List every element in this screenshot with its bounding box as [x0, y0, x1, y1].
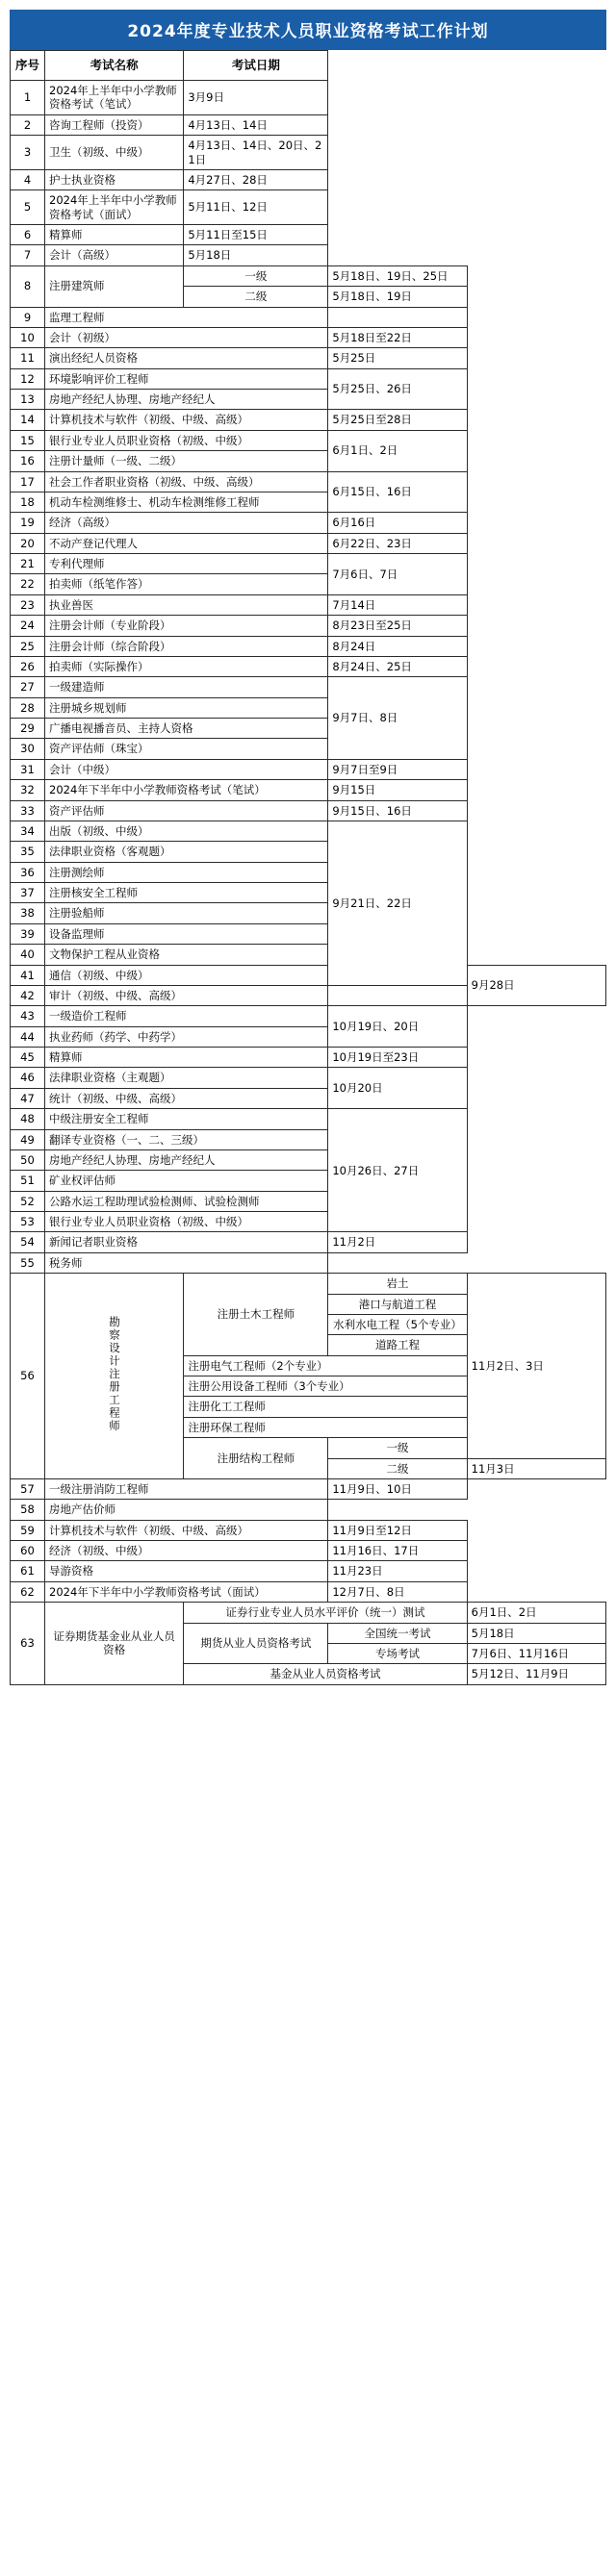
table-row [11, 800, 606, 821]
table-row [11, 1252, 606, 1273]
table-row [11, 1212, 606, 1232]
table-row [11, 169, 606, 189]
row-no: 43 [11, 1006, 45, 1026]
row-date: 10月26日、27日 [328, 1109, 467, 1232]
table-row [11, 862, 606, 882]
row-no: 33 [11, 800, 45, 821]
row-name: 注册测绘师 [45, 862, 328, 882]
row-name: 会计（高级） [45, 245, 184, 265]
row-no: 56 [11, 1274, 45, 1479]
row-date: 5月25日、26日 [328, 368, 467, 410]
row-item-sub: 全国统一考试 [328, 1623, 467, 1643]
row-date: 6月15日、16日 [328, 471, 467, 513]
row-name: 2024年上半年中小学教师资格考试（面试） [45, 190, 184, 225]
table-row [11, 780, 606, 800]
row-sublevel: 一级 [184, 265, 328, 286]
row-no: 36 [11, 862, 45, 882]
row-no: 11 [11, 348, 45, 368]
table-row [11, 114, 606, 135]
row-name: 法律职业资格（客观题） [45, 842, 328, 862]
row-no: 37 [11, 883, 45, 903]
row-date: 11月2日、3日 [467, 1274, 605, 1458]
table-row [11, 965, 606, 985]
row-date: 11月16日、17日 [328, 1541, 467, 1561]
row-no: 13 [11, 390, 45, 410]
row-group-name: 注册环保工程师 [184, 1417, 467, 1437]
row-item-sub: 专场考试 [328, 1643, 467, 1663]
row-item-name: 一级 [328, 1438, 467, 1458]
row-name: 银行业专业人员职业资格（初级、中级） [45, 1212, 328, 1232]
row-name: 拍卖师（实际操作） [45, 656, 328, 676]
table-row [11, 1478, 606, 1499]
row-no: 62 [11, 1581, 45, 1602]
row-name: 执业兽医 [45, 594, 328, 615]
table-row [11, 1171, 606, 1191]
row-no: 41 [11, 965, 45, 985]
row-date: 5月25日至28日 [328, 410, 467, 430]
row-date: 9月15日、16日 [328, 800, 467, 821]
table-row [11, 1274, 606, 1294]
row-date: 7月6日、7日 [328, 554, 467, 595]
row-no: 54 [11, 1232, 45, 1252]
row-name: 中级注册安全工程师 [45, 1109, 328, 1129]
row-date: 4月13日、14日、20日、21日 [184, 136, 328, 170]
row-item-name: 道路工程 [328, 1335, 467, 1355]
row-date: 5月18日、19日 [328, 287, 467, 307]
table-row [11, 1088, 606, 1108]
table-row [11, 245, 606, 265]
row-no: 24 [11, 616, 45, 636]
table-row [11, 759, 606, 779]
table-row [11, 265, 606, 286]
row-date: 7月6日、11月16日 [467, 1643, 605, 1663]
row-name: 拍卖师（纸笔作答） [45, 574, 328, 594]
row-no: 28 [11, 697, 45, 718]
row-name: 文物保护工程从业资格 [45, 945, 328, 965]
column-header-no: 序号 [11, 51, 45, 81]
row-no: 38 [11, 903, 45, 923]
table-row [11, 883, 606, 903]
row-name: 一级注册消防工程师 [45, 1478, 328, 1499]
row-date: 5月25日 [328, 348, 467, 368]
row-item-name: 港口与航道工程 [328, 1294, 467, 1314]
row-name: 环境影响评价工程师 [45, 368, 328, 389]
row-date: 6月1日、2日 [328, 430, 467, 471]
row-no: 7 [11, 245, 45, 265]
row-no: 48 [11, 1109, 45, 1129]
table-row [11, 594, 606, 615]
table-row [11, 81, 606, 115]
row-no: 34 [11, 821, 45, 841]
row-no: 44 [11, 1026, 45, 1047]
table-row [11, 225, 606, 245]
table-row [11, 1048, 606, 1068]
row-date: 4月27日、28日 [184, 169, 328, 189]
row-no: 5 [11, 190, 45, 225]
row-no: 15 [11, 430, 45, 450]
table-row [11, 327, 606, 347]
table-row [11, 307, 606, 327]
row-name: 机动车检测维修士、机动车检测维修工程师 [45, 492, 328, 512]
column-header-date: 考试日期 [184, 51, 328, 81]
row-date: 5月11日至15日 [184, 225, 328, 245]
table-row [11, 574, 606, 594]
row-name: 出版（初级、中级） [45, 821, 328, 841]
table-row [11, 1026, 606, 1047]
row-date: 9月28日 [467, 965, 605, 1006]
table-row [11, 1232, 606, 1252]
row-name: 房地产估价师 [45, 1500, 328, 1520]
exam-schedule-table [10, 50, 606, 1685]
row-no: 10 [11, 327, 45, 347]
row-item-name: 证券行业专业人员水平评价（统一）测试 [184, 1603, 467, 1623]
table-row [11, 1006, 606, 1026]
row-name: 资产评估师（珠宝） [45, 739, 328, 759]
row-name: 计算机技术与软件（初级、中级、高级） [45, 410, 328, 430]
row-name: 证券期货基金业从业人员资格 [45, 1603, 184, 1685]
row-date: 8月23日至25日 [328, 616, 467, 636]
row-no: 47 [11, 1088, 45, 1108]
row-no: 60 [11, 1541, 45, 1561]
row-name: 监理工程师 [45, 307, 328, 327]
row-no: 59 [11, 1520, 45, 1540]
row-no: 50 [11, 1149, 45, 1170]
row-date: 6月1日、2日 [467, 1603, 605, 1623]
row-date: 9月7日至9日 [328, 759, 467, 779]
row-group-name: 注册结构工程师 [184, 1438, 328, 1479]
table-row [11, 492, 606, 512]
table-row [11, 1581, 606, 1602]
table-row [11, 136, 606, 170]
row-name: 注册建筑师 [45, 265, 184, 307]
row-name: 法律职业资格（主观题） [45, 1068, 328, 1088]
row-name: 精算师 [45, 1048, 328, 1068]
row-name: 审计（初级、中级、高级） [45, 985, 328, 1005]
row-name: 新闻记者职业资格 [45, 1232, 328, 1252]
row-name: 资产评估师 [45, 800, 328, 821]
row-group-name: 注册化工工程师 [184, 1397, 467, 1417]
row-name: 税务师 [45, 1252, 328, 1273]
row-name: 2024年下半年中小学教师资格考试（面试） [45, 1581, 328, 1602]
table-row [11, 513, 606, 533]
row-name: 执业药师（药学、中药学） [45, 1026, 328, 1047]
table-row [11, 616, 606, 636]
row-name: 房地产经纪人协理、房地产经纪人 [45, 1149, 328, 1170]
row-date: 10月19日至23日 [328, 1048, 467, 1068]
row-date: 12月7日、8日 [328, 1581, 467, 1602]
row-name: 通信（初级、中级） [45, 965, 328, 985]
row-name: 经济（初级、中级） [45, 1541, 328, 1561]
row-name: 注册核安全工程师 [45, 883, 328, 903]
row-date: 4月13日、14日 [184, 114, 328, 135]
row-item-name: 水利水电工程（5个专业） [328, 1314, 467, 1334]
row-name: 广播电视播音员、主持人资格 [45, 719, 328, 739]
row-no: 40 [11, 945, 45, 965]
table-row [11, 677, 606, 697]
row-name: 专利代理师 [45, 554, 328, 574]
row-sublevel: 二级 [184, 287, 328, 307]
table-row [11, 903, 606, 923]
row-no: 18 [11, 492, 45, 512]
row-no: 21 [11, 554, 45, 574]
row-name: 注册会计师（专业阶段） [45, 616, 328, 636]
row-name: 导游资格 [45, 1561, 328, 1581]
row-date: 10月20日 [328, 1068, 467, 1109]
row-name: 注册计量师（一级、二级） [45, 451, 328, 471]
row-no: 14 [11, 410, 45, 430]
row-name: 矿业权评估师 [45, 1171, 328, 1191]
table-row [11, 190, 606, 225]
row-item-name: 岩土 [328, 1274, 467, 1294]
row-no: 57 [11, 1478, 45, 1499]
row-no: 17 [11, 471, 45, 492]
row-date: 5月18日、19日、25日 [328, 265, 467, 286]
row-no: 25 [11, 636, 45, 656]
row-group-name: 注册电气工程师（2个专业） [184, 1355, 467, 1376]
table-row [11, 923, 606, 944]
exam-schedule-host [10, 50, 606, 1685]
row-name: 不动产登记代理人 [45, 533, 328, 553]
row-date: 8月24日、25日 [328, 656, 467, 676]
row-no: 55 [11, 1252, 45, 1273]
row-name: 计算机技术与软件（初级、中级、高级） [45, 1520, 328, 1540]
row-date: 5月18日 [184, 245, 328, 265]
row-date: 5月18日至22日 [328, 327, 467, 347]
row-date: 5月18日 [467, 1623, 605, 1643]
row-no: 29 [11, 719, 45, 739]
row-date: 11月23日 [328, 1561, 467, 1581]
table-row [11, 697, 606, 718]
row-no: 31 [11, 759, 45, 779]
row-date: 7月14日 [328, 594, 467, 615]
row-name: 注册城乡规划师 [45, 697, 328, 718]
row-name: 银行业专业人员职业资格（初级、中级） [45, 430, 328, 450]
table-row [11, 1520, 606, 1540]
row-no: 16 [11, 451, 45, 471]
table-row [11, 945, 606, 965]
row-name: 咨询工程师（投资） [45, 114, 184, 135]
table-row [11, 451, 606, 471]
row-name: 一级建造师 [45, 677, 328, 697]
row-group-name: 注册土木工程师 [184, 1274, 328, 1356]
row-date: 6月22日、23日 [328, 533, 467, 553]
table-row [11, 656, 606, 676]
row-no: 42 [11, 985, 45, 1005]
row-no: 22 [11, 574, 45, 594]
vertical-label-text: 勘察设计注册工程师 [107, 1316, 121, 1433]
row-item-name: 期货从业人员资格考试 [184, 1623, 328, 1664]
table-header-row [11, 51, 606, 81]
row-vertical-label [45, 1274, 184, 1479]
table-row [11, 430, 606, 450]
row-no: 52 [11, 1191, 45, 1211]
row-date: 11月9日至12日 [328, 1520, 467, 1540]
row-no: 39 [11, 923, 45, 944]
row-no: 53 [11, 1212, 45, 1232]
row-group-name: 注册公用设备工程师（3个专业） [184, 1376, 467, 1397]
row-date: 10月19日、20日 [328, 1006, 467, 1048]
table-row [11, 1129, 606, 1149]
table-row [11, 390, 606, 410]
row-no: 1 [11, 81, 45, 115]
table-row [11, 739, 606, 759]
row-no: 8 [11, 265, 45, 307]
row-name: 统计（初级、中级、高级） [45, 1088, 328, 1108]
row-no: 46 [11, 1068, 45, 1088]
row-no: 9 [11, 307, 45, 327]
row-no: 63 [11, 1603, 45, 1685]
row-no: 51 [11, 1171, 45, 1191]
row-no: 12 [11, 368, 45, 389]
row-date: 9月15日 [328, 780, 467, 800]
row-no: 4 [11, 169, 45, 189]
row-date: 9月7日、8日 [328, 677, 467, 760]
row-no: 58 [11, 1500, 45, 1520]
table-row [11, 1500, 606, 1520]
table-row [11, 636, 606, 656]
row-name: 精算师 [45, 225, 184, 245]
table-row [11, 554, 606, 574]
row-name: 注册会计师（综合阶段） [45, 636, 328, 656]
row-date: 5月12日、11月9日 [467, 1664, 605, 1684]
table-row [11, 1149, 606, 1170]
row-no: 45 [11, 1048, 45, 1068]
row-no: 20 [11, 533, 45, 553]
row-date [328, 307, 467, 327]
row-no: 23 [11, 594, 45, 615]
table-row [11, 719, 606, 739]
row-name: 会计（初级） [45, 327, 328, 347]
row-no: 49 [11, 1129, 45, 1149]
row-name: 2024年上半年中小学教师资格考试（笔试） [45, 81, 184, 115]
row-name: 会计（中级） [45, 759, 328, 779]
row-date: 9月21日、22日 [328, 821, 467, 985]
table-row [11, 471, 606, 492]
row-no: 6 [11, 225, 45, 245]
table-row [11, 410, 606, 430]
row-name: 一级造价工程师 [45, 1006, 328, 1026]
row-no: 32 [11, 780, 45, 800]
table-row [11, 1603, 606, 1623]
row-no: 3 [11, 136, 45, 170]
row-no: 30 [11, 739, 45, 759]
row-name: 卫生（初级、中级） [45, 136, 184, 170]
row-date: 5月11日、12日 [184, 190, 328, 225]
table-row [11, 821, 606, 841]
row-no: 61 [11, 1561, 45, 1581]
row-no: 35 [11, 842, 45, 862]
table-row [11, 348, 606, 368]
row-name: 翻译专业资格（一、二、三级） [45, 1129, 328, 1149]
row-no: 19 [11, 513, 45, 533]
row-no: 2 [11, 114, 45, 135]
row-date: 3月9日 [184, 81, 328, 115]
column-header-name: 考试名称 [45, 51, 184, 81]
row-no: 27 [11, 677, 45, 697]
row-name: 2024年下半年中小学教师资格考试（笔试） [45, 780, 328, 800]
table-row [11, 1068, 606, 1088]
row-name: 演出经纪人员资格 [45, 348, 328, 368]
row-date: 11月9日、10日 [328, 1478, 467, 1499]
table-row [11, 1561, 606, 1581]
row-name: 护士执业资格 [45, 169, 184, 189]
table-row [11, 1191, 606, 1211]
row-date: 11月2日 [328, 1232, 467, 1252]
table-row [11, 368, 606, 389]
row-date: 11月3日 [467, 1458, 605, 1478]
row-date: 8月24日 [328, 636, 467, 656]
row-no: 26 [11, 656, 45, 676]
row-name: 公路水运工程助理试验检测师、试验检测师 [45, 1191, 328, 1211]
row-name: 注册验船师 [45, 903, 328, 923]
row-name: 设备监理师 [45, 923, 328, 944]
row-item-name: 二级 [328, 1458, 467, 1478]
row-item-name: 基金从业人员资格考试 [184, 1664, 467, 1684]
table-row [11, 1541, 606, 1561]
row-name: 经济（高级） [45, 513, 328, 533]
row-name: 房地产经纪人协理、房地产经纪人 [45, 390, 328, 410]
table-row [11, 842, 606, 862]
table-row [11, 1109, 606, 1129]
table-row [11, 533, 606, 553]
page-title: 2024年度专业技术人员职业资格考试工作计划 [10, 10, 606, 50]
row-date: 6月16日 [328, 513, 467, 533]
row-name: 社会工作者职业资格（初级、中级、高级） [45, 471, 328, 492]
